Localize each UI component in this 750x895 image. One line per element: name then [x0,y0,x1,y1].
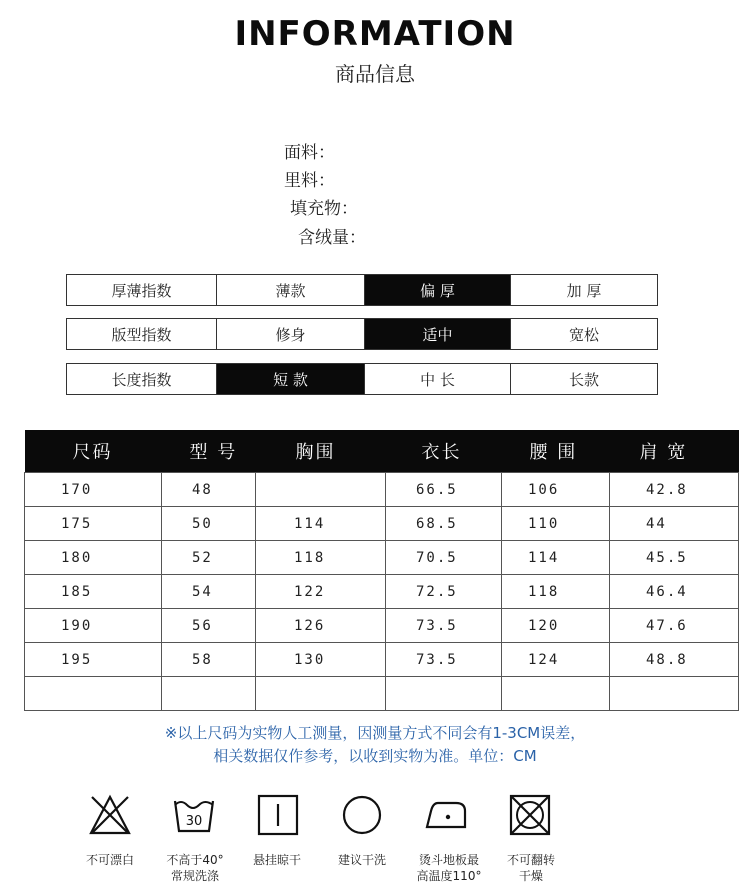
filling-label: 填充物： [290,199,358,219]
table-row [25,677,739,711]
table-cell: 72.5 [386,575,502,609]
table-cell [386,677,502,711]
table-cell: 56 [162,609,256,643]
table-cell: 120 [502,609,610,643]
measurement-note-line2: 相关数据仅作参考，以收到实物为准。单位：CM [213,747,537,765]
size-table [24,430,739,711]
thickness-index-bar [66,274,658,306]
col-size: 尺码 [25,430,162,473]
fit-index-label: 版型指数 [67,319,217,349]
table-cell: 114 [256,507,386,541]
fit-option: 修身 [217,319,365,349]
fit-index-bar [66,318,658,350]
table-row [25,643,739,677]
down-content-label: 含绒量： [298,228,366,248]
iron-low-icon [424,793,468,837]
table-cell: 106 [502,473,610,507]
table-cell: 70.5 [386,541,502,575]
measurement-note-line1: ※以上尺码为实物人工测量，因测量方式不同会有1-3CM误差， [164,724,586,742]
table-row [25,541,739,575]
no-bleach-icon [88,793,132,837]
wash-30-icon [172,793,216,837]
table-cell: 52 [162,541,256,575]
table-cell: 54 [162,575,256,609]
length-option: 长款 [568,370,599,389]
table-cell: 66.5 [386,473,502,507]
dry-clean-icon [340,793,384,837]
thickness-option: 薄款 [217,275,365,305]
table-cell [25,677,162,711]
table-cell: 46.4 [610,575,739,609]
table-cell [256,473,386,507]
hang-dry-icon [256,793,300,837]
fabric-label: 面料： [284,143,335,163]
length-index-label: 长度指数 [67,364,217,394]
table-cell: 118 [256,541,386,575]
table-cell: 110 [502,507,610,541]
table-cell: 44 [610,507,739,541]
length-option: 中 长 [365,364,511,394]
table-cell: 122 [256,575,386,609]
length-index-bar [66,363,658,395]
table-cell: 50 [162,507,256,541]
table-cell: 48.8 [610,643,739,677]
care-label-wash: 不高于40° 常规洗涤 [166,853,224,883]
table-cell: 185 [25,575,162,609]
lining-label: 里料： [284,171,335,191]
col-model: 型 号 [162,430,256,473]
table-cell: 58 [162,643,256,677]
table-cell [162,677,256,711]
col-waist: 腰 围 [502,430,610,473]
table-row [25,575,739,609]
thickness-option: 加 厚 [566,281,602,300]
table-cell: 47.6 [610,609,739,643]
table-cell: 45.5 [610,541,739,575]
table-cell: 124 [502,643,610,677]
table-cell [256,677,386,711]
table-cell [502,677,610,711]
thickness-option-selected: 偏 厚 [365,275,511,305]
wash-temperature-badge: 30 [185,814,203,829]
size-table-header [25,430,739,473]
page-title: INFORMATION [234,14,516,54]
table-row [25,507,739,541]
care-label-dry-clean: 建议干洗 [337,853,386,867]
table-cell: 195 [25,643,162,677]
table-cell: 126 [256,609,386,643]
col-length: 衣长 [386,430,502,473]
table-row [25,473,739,507]
table-cell: 130 [256,643,386,677]
table-cell: 118 [502,575,610,609]
page-subtitle: 商品信息 [335,62,415,86]
care-label-no-tumble-dry: 不可翻转 干燥 [506,853,555,883]
table-cell: 190 [25,609,162,643]
table-cell: 42.8 [610,473,739,507]
no-tumble-dry-icon [508,793,552,837]
table-cell: 48 [162,473,256,507]
table-cell: 114 [502,541,610,575]
col-chest: 胸围 [256,430,386,473]
thickness-index-label: 厚薄指数 [67,275,217,305]
length-option-selected: 短 款 [217,364,365,394]
table-cell: 73.5 [386,643,502,677]
col-shoulder: 肩 宽 [610,430,739,473]
care-label-no-bleach: 不可漂白 [85,853,134,867]
fit-option: 宽松 [568,325,599,344]
table-cell: 175 [25,507,162,541]
fit-option-selected: 适中 [365,319,511,349]
table-cell [610,677,739,711]
care-label-hang-dry: 悬挂晾干 [252,853,301,867]
table-cell: 170 [25,473,162,507]
care-label-iron: 烫斗地板最 高温度110° [416,853,482,883]
table-cell: 73.5 [386,609,502,643]
table-cell: 68.5 [386,507,502,541]
table-cell: 180 [25,541,162,575]
table-row [25,609,739,643]
